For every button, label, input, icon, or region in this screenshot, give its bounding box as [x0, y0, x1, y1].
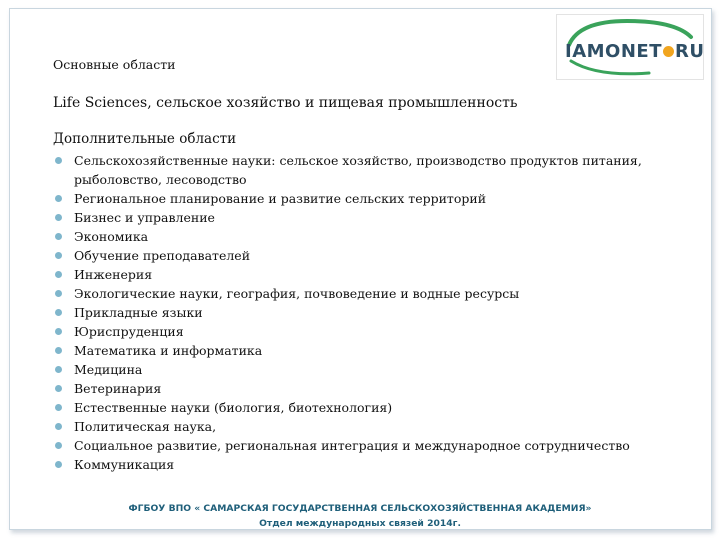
bullet-icon: [55, 271, 62, 278]
footer: [0, 501, 720, 531]
logo-text-main: IAMONET: [565, 41, 662, 62]
footer-department: Отдел международных связей 2014г.: [259, 518, 461, 529]
main-areas-value: Life Sciences, сельское хозяйство и пищевая промышленность: [53, 95, 518, 111]
list-item: [53, 398, 673, 417]
list-item: [53, 455, 673, 474]
list-item: [53, 436, 673, 455]
bullet-icon: [55, 252, 62, 259]
list-item-text: Ветеринария: [74, 381, 162, 396]
list-item: [53, 189, 673, 208]
list-item-text: Политическая наука,: [74, 419, 217, 434]
list-item: [53, 227, 673, 246]
list-item-text: Социальное развитие, региональная интеграция и международное сотрудничество: [74, 438, 630, 453]
footer-institution: ФГБОУ ВПО « САМАРСКАЯ ГОСУДАРСТВЕННАЯ СЕЛЬСКОХОЗЯЙСТВЕННАЯ АКАДЕМИЯ»: [128, 503, 592, 514]
bullet-icon: [55, 366, 62, 373]
logo-text: [565, 41, 704, 62]
bullet-icon: [55, 347, 62, 354]
list-item: [53, 303, 673, 322]
list-item: [53, 284, 673, 303]
bullet-icon: [55, 423, 62, 430]
additional-areas-label: Дополнительные области: [53, 131, 237, 147]
list-item-text: Обучение преподавателей: [74, 248, 251, 263]
bullet-icon: [55, 442, 62, 449]
list-item: [53, 379, 673, 398]
list-item-text: Естественные науки (биология, биотехнология): [74, 400, 393, 415]
list-item-text: Экологические науки, география, почвоведение и водные ресурсы: [74, 286, 520, 301]
bullet-icon: [55, 157, 62, 164]
bullet-icon: [55, 290, 62, 297]
list-item-text: Сельскохозяйственные науки: сельское хозяйство, производство продуктов питания, рыболовство, лесоводство: [74, 153, 642, 187]
logo-text-suffix: RU: [674, 41, 705, 62]
list-item-text: Инженерия: [74, 267, 153, 282]
list-item-text: Коммуникация: [74, 457, 175, 472]
bullet-icon: [55, 214, 62, 221]
iamonet-logo: [556, 14, 704, 80]
list-item: [53, 417, 673, 436]
bullet-icon: [55, 328, 62, 335]
logo-dot-icon: [663, 46, 674, 57]
list-item-text: Бизнес и управление: [74, 210, 215, 225]
list-item-text: Медицина: [74, 362, 143, 377]
additional-areas-list: [53, 151, 673, 474]
list-item-text: Экономика: [74, 229, 149, 244]
bullet-icon: [55, 385, 62, 392]
list-item-text: Прикладные языки: [74, 305, 203, 320]
bullet-icon: [55, 195, 62, 202]
list-item: [53, 341, 673, 360]
list-item: [53, 322, 673, 341]
main-areas-label: Основные области: [53, 57, 176, 72]
bullet-icon: [55, 404, 62, 411]
list-item: [53, 151, 673, 189]
bullet-icon: [55, 461, 62, 468]
list-item: [53, 208, 673, 227]
list-item: [53, 265, 673, 284]
list-item: [53, 246, 673, 265]
list-item: [53, 360, 673, 379]
bullet-icon: [55, 309, 62, 316]
list-item-text: Юриспруденция: [74, 324, 184, 339]
list-item-text: Региональное планирование и развитие сельских территорий: [74, 191, 487, 206]
list-item-text: Математика и информатика: [74, 343, 263, 358]
bullet-icon: [55, 233, 62, 240]
